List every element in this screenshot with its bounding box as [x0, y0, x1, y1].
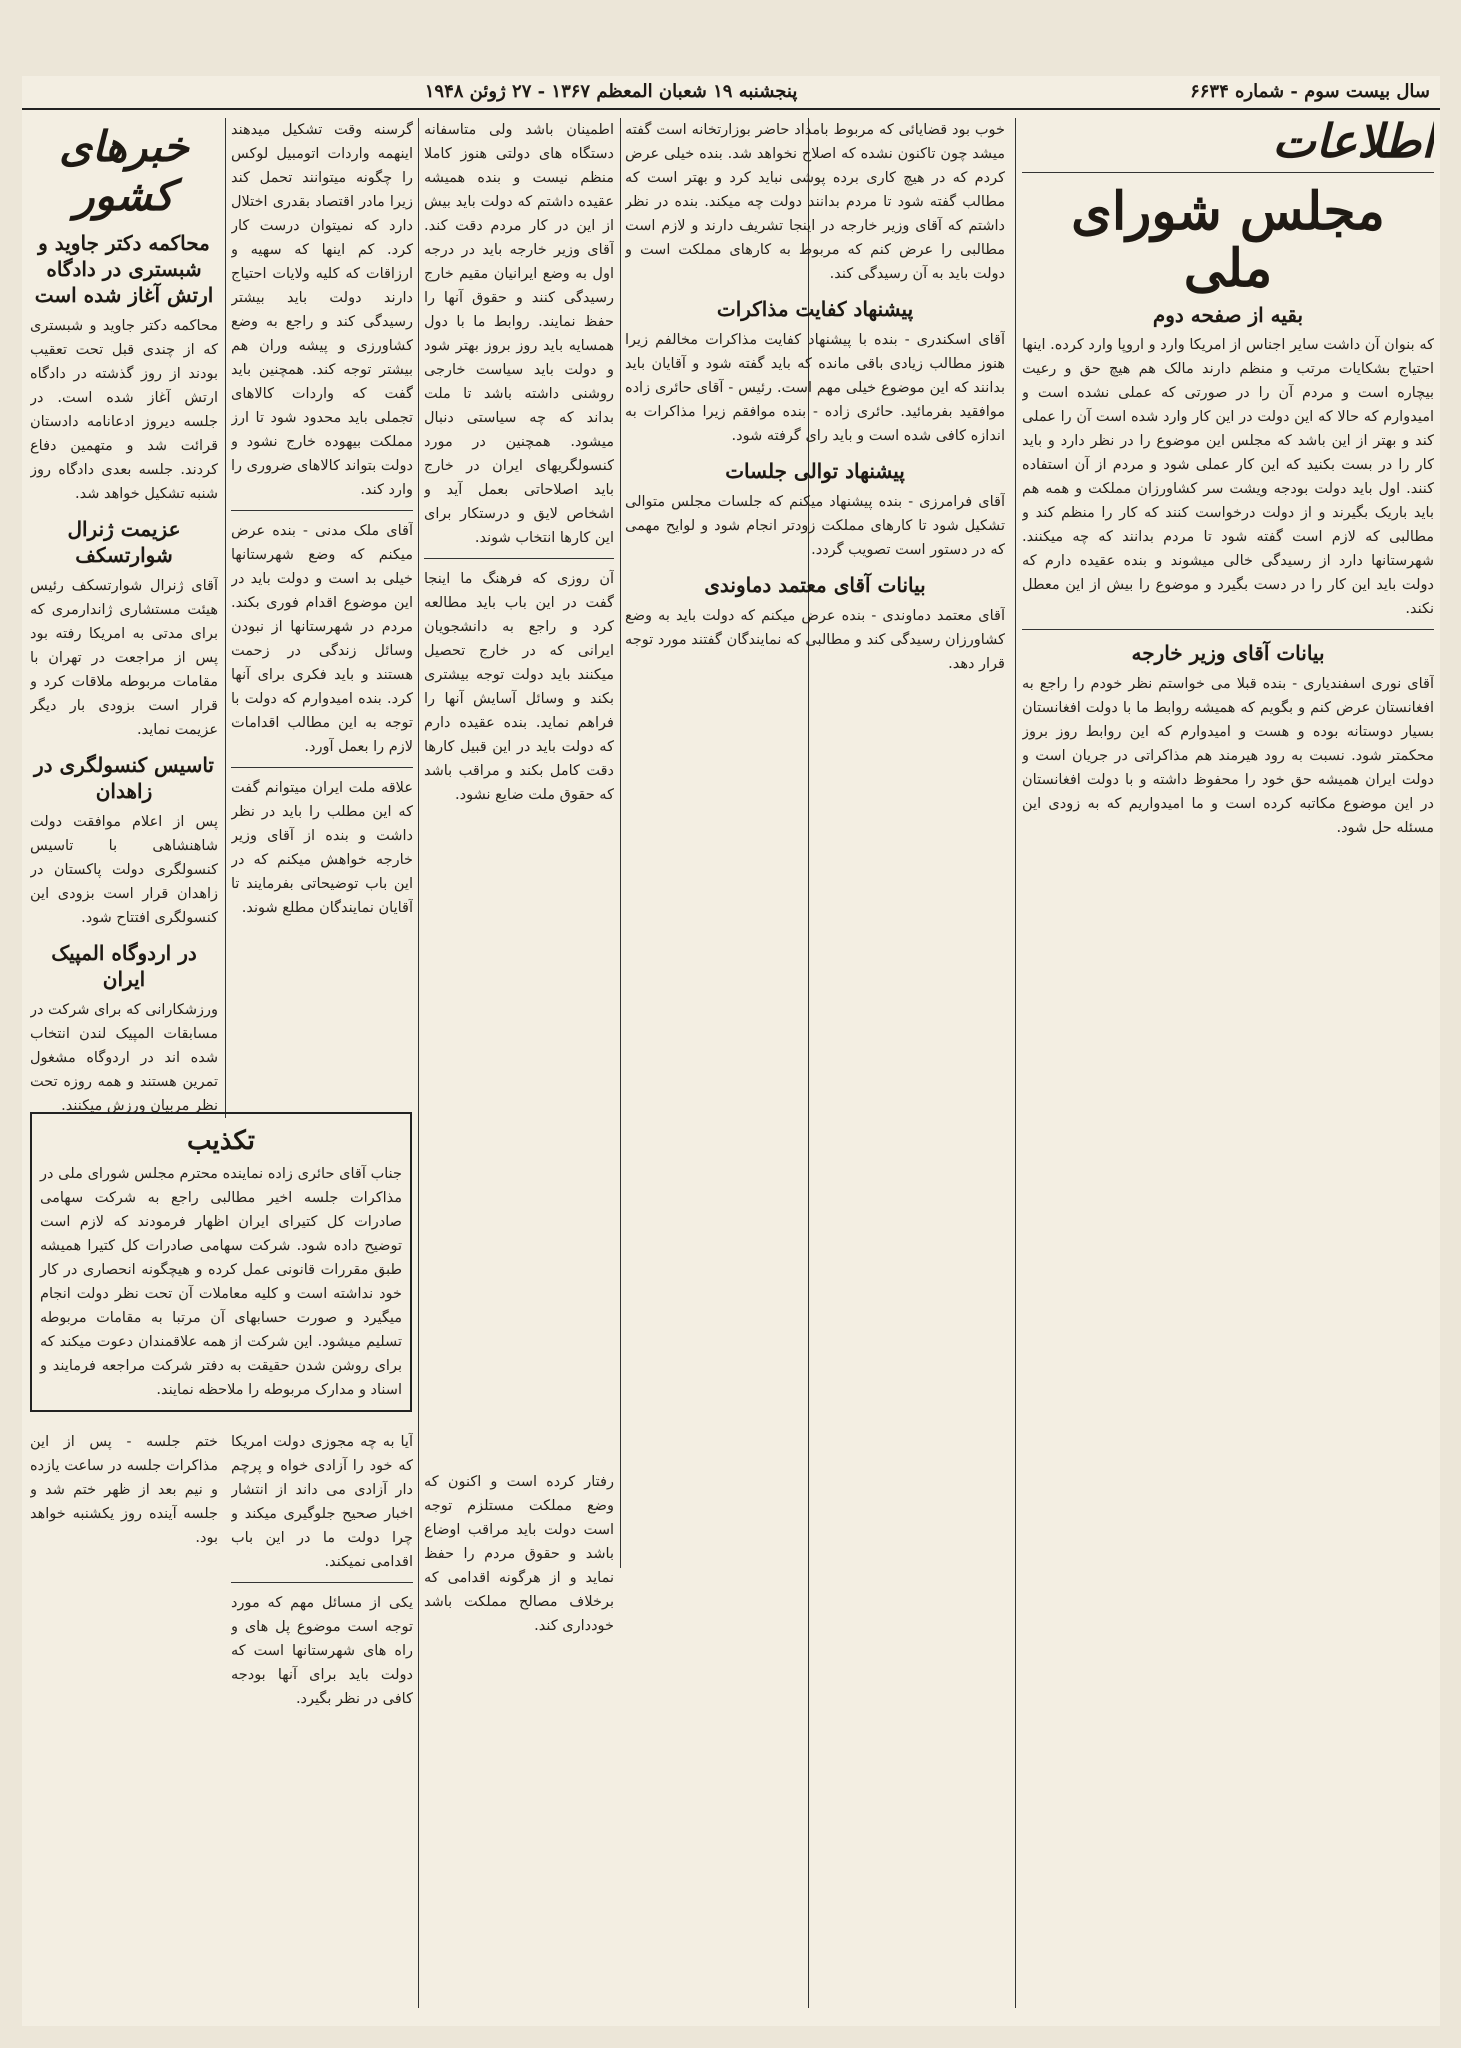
notice-box: [30, 1112, 412, 1412]
divider: [1022, 629, 1434, 630]
divider: [1022, 172, 1434, 173]
continued-label: بقیه از صفحه دوم: [1152, 303, 1304, 328]
section-title: خبرهای کشور: [59, 122, 189, 220]
col2-body-d: آقای معتمد دماوندی - بنده عرض میکنم که دولت باید به وضع کشاورزان رسیدگی کند و مطالبی که نمایندگان گفتند مورد توجه قرار دهد.: [625, 608, 1005, 672]
col3-body-b: آن روزی که فرهنگ ما اینجا گفت در این باب باید مطالعه کرد و راجع به دانشجویان ایرانی که در خارج تحصیل میکنند باید دولت توجه بیشتری بکند و وسائل آسایش آنها را فراهم نماید. بنده عقیده دارم که دولت باید در این قبیل کارها دقت کامل بکند و مراقب باشد که حقوق ملت ضایع نشود.: [424, 571, 614, 803]
notice-title: تکذیب: [186, 1126, 255, 1156]
lead-body: که بنوان آن داشت سایر اجناس از امریکا وارد و اروپا وارد کرده. اینها احتیاج بشکایات مرتب و منظم دارند مالک هم هیچ حق و رعیت بیچاره است و مردم آن را در صورتی که عملی نشده است و امیدوارم که حالا که این دولت در این کار وارد شده است آن را عملی کند و بهتر از این باشد که مجلس این موضوع را در نظر دارد و باید کار را در بست بکنید که این کار عملی شود و مردم از آن استفاده کنند. اول باید دولت بودجه ویشت سر کشاورزان مملکت و همه هم باید باریک بگیرند و از دولت درخواست کنند که کار را منظم کند و مطالبی که لازم است گفته شود تا مردم بدانند که چه میکنند. شهرستانها دارد از رسیدگی خالی میشوند و بنده عقیده دارم که دولت باید این کار را در دست بگیرد و موضوع را بیش از این معطل نکند.: [1022, 337, 1434, 618]
divider: [424, 558, 614, 559]
column-rule: [1015, 118, 1016, 2008]
bottom-column-c: [30, 1430, 218, 2010]
article-column-4: [231, 118, 413, 1118]
date-line: پنجشنبه ۱۹ شعبان المعظم ۱۳۶۷ - ۲۷ ژوئن ۱۹۴۸: [424, 80, 798, 102]
notice-body: جناب آقای حائری زاده نماینده محترم مجلس شورای ملی در مذاکرات جلسه اخیر مطالبی راجع به شرکت سهامی صادرات کل کتیرای ایران اظهار فرمودند که لازم است توضیح داده شود. شرکت سهامی صادرات کل کتیرا همیشه طبق مقررات قانونی عمل کرده و هیچگونه انحصاری در کار خود نداشته است و کلیه معاملات آن تحت نظر دولت انجام میگیرد و صورت حسابهای آن مرتبا به مقامات مربوطه تسلیم میشود. این شرکت از همه علاقمندان دعوت میکند که برای روشن شدن حقیقت به دفتر شرکت مراجعه فرمایند و اسناد و مدارک مربوطه را ملاحظه نمایند.: [40, 1166, 402, 1398]
minister-body: آقای نوری اسفندیاری - بنده قبلا می خواستم نظر خودم را راجع به افغانستان عرض کنم و بگویم که همیشه روابط ما با دولت افغانستان بسیار دوستانه بوده و هست و امیدوارم که این روابط روز بروز محکمتر شود. نسبت به رود هیرمند هم مذاکراتی در جریان است و دولت ایران همیشه حق خود را محفوظ داشته و با دولت افغانستان در این موضوع مکاتبه کرده است و ما امیدواریم که به زودی این مسئله حل شود.: [1022, 676, 1434, 837]
news-title: محاکمه دکتر جاوید و شبستری در دادگاه ارتش آغاز شده است: [34, 231, 214, 307]
col4-body-a: گرسنه وقت تشکیل میدهند اینهمه واردات اتومبیل لوکس را چگونه میتوانند تحمل کند زیرا مادر اقتصاد بقدری اختلال دارد که نمیتوان درست کار کرد. کم اینها که سهیه و ارزاقات که کلیه ولایات احتیاج دارند دولت باید بیشتر رسیدگی کند و راجع به وضع کشاورزی و پیشه وران هم بیشتر توجه کند. همچنین باید گفت که واردات کالاهای تجملی باید محدود شود تا ارز مملکت بیهوده خارج نشود و دولت بتواند کالاهای ضروری را وارد کند.: [231, 122, 413, 498]
bottom-body-c: یکی از مسائل مهم که مورد توجه است موضوع پل های و راه های شهرستانها است که دولت باید برای آنها بودجه کافی در نظر بگیرد.: [231, 1595, 413, 1707]
col4-body-b: آقای ملک مدنی - بنده عرض میکنم که وضع شهرستانها خیلی بد است و دولت باید در این موضوع اقدام فوری بکند. مردم در شهرستانها از نبودن وسائل زندگی در زحمت هستند و باید فکری برای آنها کرد. بنده امیدوارم که دولت با توجه به این مطالب اقدامات لازم را بعمل آورد.: [231, 523, 413, 755]
col2-body-c: آقای فرامرزی - بنده پیشنهاد میکنم که جلسات مجلس متوالی تشکیل شود تا کارهای مملکت زودتر انجام شود و لوایح مهمی که در دستور است تصویب گردد.: [625, 494, 1005, 558]
lead-title: مجلس شورای ملی: [1071, 181, 1385, 300]
bottom-body-d: ختم جلسه - پس از این مذاکرات جلسه در ساعت یازده و نیم بعد از ظهر ختم شد و جلسه آینده روز یکشنبه خواهد بود.: [30, 1434, 218, 1546]
col2-head-c: پیشنهاد توالی جلسات: [725, 459, 905, 483]
col2-body-b: آقای اسکندری - بنده با پیشنهاد کفایت مذاکرات مخالفم زیرا هنوز مطالب زیادی باقی مانده که باید گفته شود و آقایان باید بدانند که این موضوع خیلی مهم است. رئیس - آقای حائری زاده موافقید بفرمائید. حائری زاده - بنده موافقم زیرا مذاکرات به اندازه کافی شده است و باید رای گرفته شود.: [625, 332, 1005, 444]
lead-column: [1022, 118, 1434, 2018]
notice-signature: [40, 1410, 402, 1412]
divider: [231, 510, 413, 511]
news-body: آقای ژنرال شوارتسکف رئیس هیئت مستشاری ژاندارمری که برای مدتی به امریکا رفته بود پس از مراجعت در تهران با مقامات مربوطه ملاقات کرد و قرار است بزودی بار دیگر عزیمت نماید.: [30, 578, 218, 738]
bottom-body-b: آیا به چه مجوزی دولت امریکا که خود را آزادی خواه و پرچم دار آزادی می داند از انتشار اخبار صحیح جلوگیری میکند و چرا دولت ما در این باب اقدامی نمیکند.: [231, 1434, 413, 1570]
col3-body-a: اطمینان باشد ولی متاسفانه دستگاه های دولتی هنوز کاملا منظم نیست و بنده همیشه عقیده داشتم که دولت باید بیش از این در کار مردم دقت کند. آقای وزیر خارجه باید در درجه اول به وضع ایرانیان مقیم خارج رسیدگی کنند و حقوق آنها را حفظ نمایند. روابط ما با دول همسایه باید روز بروز بهتر شود و دولت باید سیاست خارجی روشنی داشته باشد تا ملت بداند که چه سیاستی دنبال میشود. همچنین در مورد کنسولگریهای ایران در خارج باید اصلاحاتی بعمل آید و اشخاص لایق و درستکار برای این کارها انتخاب شوند.: [424, 122, 614, 546]
news-body: پس از اعلام موافقت دولت شاهنشاهی با تاسیس کنسولگری دولت پاکستان در زاهدان قرار است بزودی این کنسولگری افتتاح شود.: [30, 814, 218, 926]
bottom-column-a: [424, 1470, 614, 2010]
col4-body-c: علاقه ملت ایران میتوانم گفت که این مطلب را باید در نظر داشت و بنده از آقای وزیر خارجه خواهش میکنم که در این باب توضیحاتی بفرمایند تا آقایان نمایندگان مطلع شوند.: [231, 780, 413, 916]
news-title: در اردوگاه المپیک ایران: [51, 941, 197, 991]
column-rule: [418, 118, 419, 2008]
page-header: [22, 74, 1440, 110]
article-column-3: [424, 118, 614, 1568]
minister-title: بیانات آقای وزیر خارجه: [1131, 641, 1325, 666]
news-body: محاکمه دکتر جاوید و شبستری که از چندی قبل تحت تعقیب بودند از روز گذشته در دادگاه ارتش آغاز شده است. در جلسه دیروز ادعانامه دادستان قرائت شد و متهمین دفاع کردند. جلسه بعدی دادگاه روز شنبه تشکیل خواهد شد.: [30, 318, 218, 502]
column-rule: [620, 118, 621, 1568]
divider: [231, 767, 413, 768]
bottom-column-b: [231, 1430, 413, 2010]
col2-body-a: خوب بود قضایائی که مربوط بامداد حاضر بوزارتخانه است گفته میشد چون تاکنون نشده که اصلاح نخواهد شد. بنده خیلی عرض کردم که در هیچ کاری برده پوشی نباید کرد و بهتر است که مطالب گفته شود تا مردم بدانند دولت چه میکند. بنده در نظر داشتم که آقای وزیر خارجه در اینجا تشریف دارند و لازم است مطالبی را عرض کنم که مربوط به کارهای مملکت است و دولت باید به آن رسیدگی کند.: [625, 122, 1005, 282]
news-body: ورزشکارانی که برای شرکت در مسابقات المپیک لندن انتخاب شده اند در اردوگاه مشغول تمرین هستند و همه روزه تحت نظر مربیان ورزش میکنند.: [30, 1002, 218, 1114]
news-title: عزیمت ژنرال شوارتسکف: [67, 517, 181, 567]
col2-head-d: بیانات آقای معتمد دماوندی: [704, 573, 926, 597]
article-column-2: [625, 118, 1005, 2018]
news-title: تاسیس کنسولگری در زاهدان: [34, 753, 214, 803]
issue-line: سال بیست سوم - شماره ۶۶۳۴: [1190, 80, 1430, 102]
divider: [231, 1582, 413, 1583]
col2-head-b: پیشنهاد کفایت مذاکرات: [716, 297, 914, 321]
masthead: اطلاعات: [1272, 118, 1434, 168]
column-rule: [225, 118, 226, 1118]
country-news-column: [30, 118, 218, 1118]
bottom-body-a: رفتار کرده است و اکنون که وضع مملکت مستلزم توجه است دولت باید مراقب اوضاع باشد و حقوق مردم را حفظ نماید و از هرگونه اقدامی که برخلاف مصالح مملکت باشد خودداری کند.: [424, 1474, 614, 1634]
